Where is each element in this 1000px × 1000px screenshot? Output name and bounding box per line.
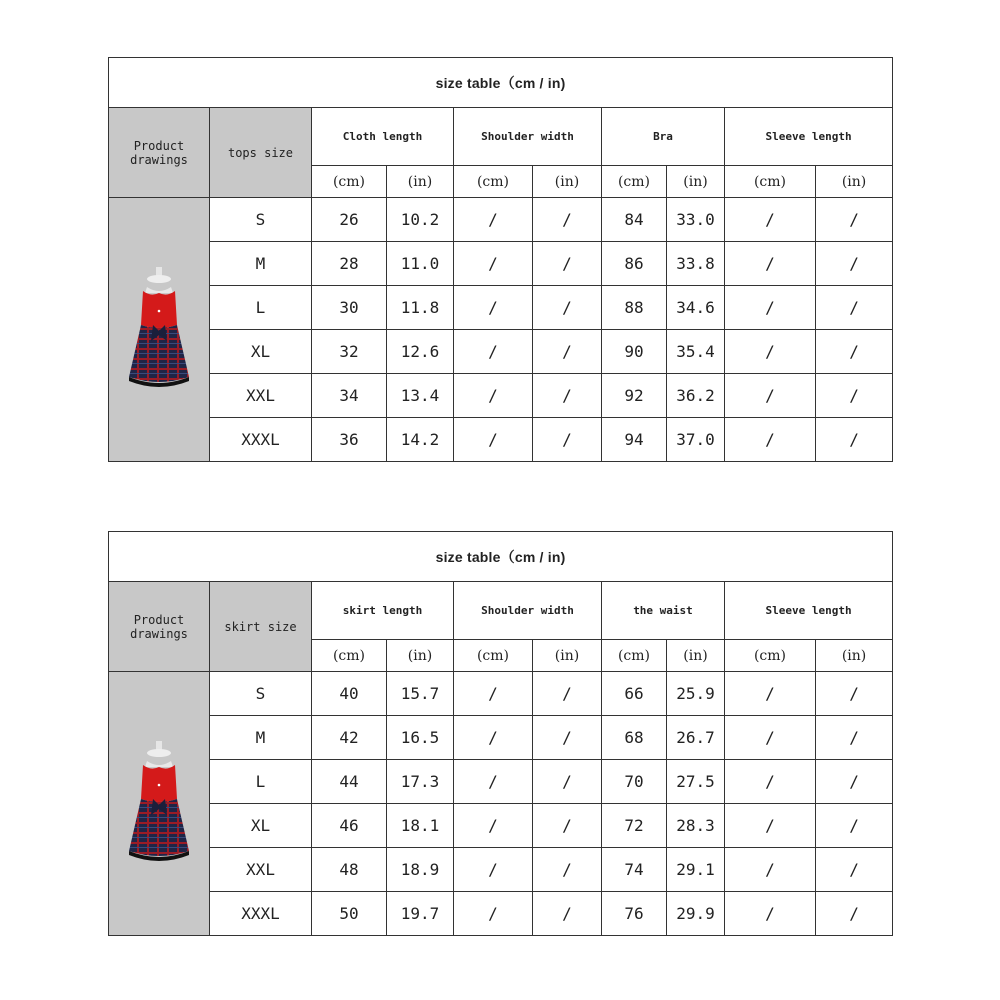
table-row: [109, 242, 893, 286]
value-cell: /: [725, 760, 816, 804]
skirt-size-table: [108, 531, 893, 936]
value-cell: 26: [312, 198, 387, 242]
column-header: Bra: [602, 108, 725, 166]
value-cell: /: [816, 286, 893, 330]
value-cell: /: [533, 848, 602, 892]
table-row: [109, 804, 893, 848]
value-cell: /: [725, 804, 816, 848]
value-cell: 46: [312, 804, 387, 848]
value-cell: /: [454, 330, 533, 374]
unit-cm: (cm): [312, 640, 387, 672]
value-cell: 34: [312, 374, 387, 418]
value-cell: /: [533, 242, 602, 286]
unit-in: (in): [816, 166, 893, 198]
column-header: Shoulder width: [454, 108, 602, 166]
value-cell: /: [725, 286, 816, 330]
value-cell: 86: [602, 242, 667, 286]
value-cell: 88: [602, 286, 667, 330]
dress-product-image: [123, 265, 195, 395]
value-cell: 19.7: [387, 892, 454, 936]
value-cell: /: [816, 374, 893, 418]
value-cell: /: [454, 242, 533, 286]
value-cell: /: [533, 198, 602, 242]
product-drawings-label: Product drawings: [109, 108, 210, 198]
product-drawing-cell: [109, 198, 210, 462]
value-cell: 15.7: [387, 672, 454, 716]
size-cell: L: [210, 760, 312, 804]
size-cell: M: [210, 716, 312, 760]
value-cell: /: [725, 374, 816, 418]
value-cell: /: [454, 892, 533, 936]
value-cell: /: [725, 198, 816, 242]
value-cell: /: [454, 716, 533, 760]
column-header: the waist: [602, 582, 725, 640]
value-cell: 30: [312, 286, 387, 330]
value-cell: 94: [602, 418, 667, 462]
size-cell: S: [210, 672, 312, 716]
product-drawing-cell: [109, 672, 210, 936]
unit-in: (in): [533, 640, 602, 672]
value-cell: 70: [602, 760, 667, 804]
size-cell: XL: [210, 330, 312, 374]
value-cell: /: [454, 760, 533, 804]
size-cell: XXL: [210, 848, 312, 892]
value-cell: /: [816, 418, 893, 462]
table-row: [109, 198, 893, 242]
value-cell: 28: [312, 242, 387, 286]
value-cell: 18.1: [387, 804, 454, 848]
size-cell: XXL: [210, 374, 312, 418]
value-cell: 90: [602, 330, 667, 374]
table-row: [109, 330, 893, 374]
value-cell: /: [816, 198, 893, 242]
value-cell: /: [533, 330, 602, 374]
value-cell: 42: [312, 716, 387, 760]
size-cell: M: [210, 242, 312, 286]
value-cell: /: [816, 892, 893, 936]
value-cell: 26.7: [667, 716, 725, 760]
value-cell: 17.3: [387, 760, 454, 804]
value-cell: 12.6: [387, 330, 454, 374]
product-drawings-label: Product drawings: [109, 582, 210, 672]
unit-in: (in): [667, 640, 725, 672]
column-header: Cloth length: [312, 108, 454, 166]
value-cell: /: [816, 716, 893, 760]
value-cell: /: [725, 418, 816, 462]
value-cell: 36.2: [667, 374, 725, 418]
value-cell: 66: [602, 672, 667, 716]
table-row: [109, 760, 893, 804]
dress-product-image: [123, 739, 195, 869]
value-cell: 76: [602, 892, 667, 936]
value-cell: /: [454, 418, 533, 462]
value-cell: 11.0: [387, 242, 454, 286]
value-cell: 28.3: [667, 804, 725, 848]
value-cell: /: [725, 848, 816, 892]
tops-size-table: [108, 57, 893, 462]
value-cell: 84: [602, 198, 667, 242]
value-cell: 33.0: [667, 198, 725, 242]
size-cell: XXXL: [210, 892, 312, 936]
size-cell: XXXL: [210, 418, 312, 462]
value-cell: /: [816, 242, 893, 286]
unit-cm: (cm): [454, 166, 533, 198]
value-cell: /: [533, 374, 602, 418]
unit-in: (in): [816, 640, 893, 672]
value-cell: /: [533, 804, 602, 848]
value-cell: /: [454, 672, 533, 716]
value-cell: /: [533, 672, 602, 716]
value-cell: /: [454, 804, 533, 848]
value-cell: 29.1: [667, 848, 725, 892]
column-header: Shoulder width: [454, 582, 602, 640]
unit-in: (in): [387, 166, 454, 198]
column-header: skirt length: [312, 582, 454, 640]
value-cell: 11.8: [387, 286, 454, 330]
column-header: Sleeve length: [725, 582, 893, 640]
value-cell: 44: [312, 760, 387, 804]
value-cell: /: [816, 330, 893, 374]
value-cell: /: [533, 286, 602, 330]
value-cell: /: [725, 330, 816, 374]
unit-cm: (cm): [454, 640, 533, 672]
value-cell: /: [533, 892, 602, 936]
value-cell: /: [454, 374, 533, 418]
value-cell: /: [725, 672, 816, 716]
value-cell: /: [816, 672, 893, 716]
table-row: [109, 848, 893, 892]
table-row: [109, 418, 893, 462]
value-cell: 16.5: [387, 716, 454, 760]
value-cell: 25.9: [667, 672, 725, 716]
table-row: [109, 286, 893, 330]
value-cell: /: [816, 848, 893, 892]
table-row: [109, 716, 893, 760]
value-cell: 72: [602, 804, 667, 848]
value-cell: 68: [602, 716, 667, 760]
unit-cm: (cm): [602, 640, 667, 672]
value-cell: /: [533, 418, 602, 462]
size-cell: XL: [210, 804, 312, 848]
value-cell: /: [454, 198, 533, 242]
unit-in: (in): [387, 640, 454, 672]
value-cell: 29.9: [667, 892, 725, 936]
value-cell: 48: [312, 848, 387, 892]
unit-cm: (cm): [725, 640, 816, 672]
table-title: size table（cm / in): [109, 532, 893, 582]
value-cell: 50: [312, 892, 387, 936]
unit-cm: (cm): [602, 166, 667, 198]
table-title: size table（cm / in): [109, 58, 893, 108]
value-cell: 27.5: [667, 760, 725, 804]
value-cell: 34.6: [667, 286, 725, 330]
value-cell: /: [725, 892, 816, 936]
value-cell: /: [533, 716, 602, 760]
value-cell: 18.9: [387, 848, 454, 892]
value-cell: 74: [602, 848, 667, 892]
size-cell: S: [210, 198, 312, 242]
unit-in: (in): [667, 166, 725, 198]
value-cell: /: [454, 286, 533, 330]
value-cell: 37.0: [667, 418, 725, 462]
value-cell: /: [533, 760, 602, 804]
value-cell: 92: [602, 374, 667, 418]
table-row: [109, 672, 893, 716]
value-cell: 36: [312, 418, 387, 462]
size-cell: L: [210, 286, 312, 330]
value-cell: 40: [312, 672, 387, 716]
value-cell: 14.2: [387, 418, 454, 462]
value-cell: 13.4: [387, 374, 454, 418]
unit-cm: (cm): [725, 166, 816, 198]
value-cell: /: [816, 760, 893, 804]
value-cell: 32: [312, 330, 387, 374]
column-header: Sleeve length: [725, 108, 893, 166]
size-column-label: tops size: [210, 108, 312, 198]
value-cell: /: [454, 848, 533, 892]
value-cell: 35.4: [667, 330, 725, 374]
value-cell: /: [725, 716, 816, 760]
size-column-label: skirt size: [210, 582, 312, 672]
table-row: [109, 892, 893, 936]
value-cell: /: [816, 804, 893, 848]
unit-in: (in): [533, 166, 602, 198]
table-row: [109, 374, 893, 418]
unit-cm: (cm): [312, 166, 387, 198]
value-cell: 33.8: [667, 242, 725, 286]
value-cell: /: [725, 242, 816, 286]
value-cell: 10.2: [387, 198, 454, 242]
